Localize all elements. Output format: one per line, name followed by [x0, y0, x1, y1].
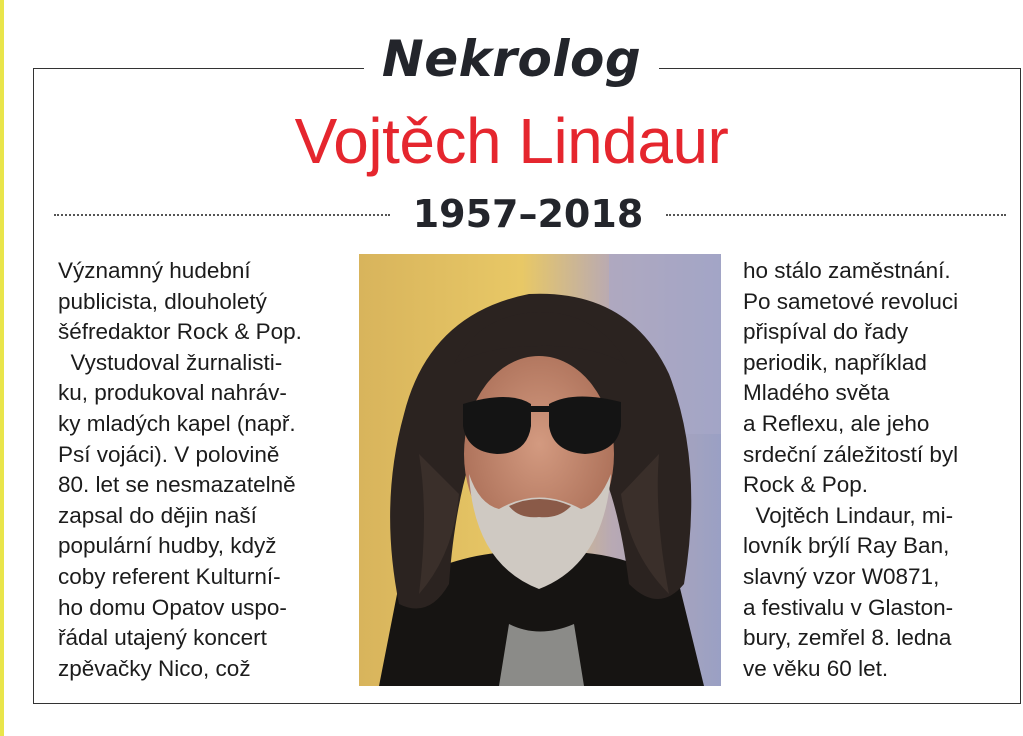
- section-kicker-wrap: [0, 30, 1023, 88]
- dotted-rule-right: [666, 214, 1006, 216]
- article-line: ky mladých kapel (např.: [58, 410, 296, 436]
- life-years: 1957–2018: [412, 192, 644, 236]
- article-line: ho stálo zaměstnání.: [743, 258, 951, 283]
- article-line: ku, produkoval nahráv-: [58, 380, 287, 406]
- article-line: zapsal do dějin naší: [58, 502, 257, 528]
- article-line: Vojtěch Lindaur, mi-: [743, 502, 954, 528]
- dotted-rule-left: [54, 214, 390, 216]
- article-line: publicista, dlouholetý: [58, 288, 267, 314]
- article-column-left: [58, 256, 358, 684]
- article-line: Mladého světa: [743, 380, 890, 406]
- portrait-photo: [359, 254, 721, 686]
- article-line: Psí vojáci). V polovině: [58, 441, 280, 467]
- article-line: a festivalu v Glaston-: [743, 594, 954, 620]
- article-line: řádal utajený koncert: [58, 625, 267, 651]
- article-line: populární hudby, když: [58, 533, 277, 559]
- article-line: lovník brýlí Ray Ban,: [743, 533, 950, 559]
- article-line: a Reflexu, ale jeho: [743, 410, 930, 436]
- person-name: Vojtěch Lindaur: [294, 105, 729, 177]
- article-line: periodik, například: [743, 349, 927, 375]
- article-line: coby referent Kulturní-: [58, 563, 281, 589]
- article-line: zpěvačky Nico, což: [58, 655, 251, 681]
- article-line: ve věku 60 let.: [743, 655, 889, 681]
- article-line: ho domu Opatov uspo-: [58, 594, 287, 620]
- article-line: slavný vzor W0871,: [743, 563, 940, 589]
- article-line: Rock & Pop.: [743, 472, 869, 498]
- section-kicker: Nekrolog: [364, 30, 659, 88]
- article-line: přispíval do řady: [743, 319, 909, 345]
- article-line: šéfredaktor Rock & Pop.: [58, 319, 302, 345]
- article-line: bury, zemřel 8. ledna: [743, 625, 952, 651]
- article-line: Vystudoval žurnalisti-: [58, 349, 283, 375]
- article-line: srdeční záležitostí byl: [743, 441, 959, 467]
- article-column-right: [743, 256, 1018, 684]
- article-line: Po sametové revoluci: [743, 288, 959, 314]
- article-line: Významný hudební: [58, 258, 251, 283]
- article-line: 80. let se nesmazatelně: [58, 472, 296, 498]
- portrait-illustration: [359, 254, 721, 686]
